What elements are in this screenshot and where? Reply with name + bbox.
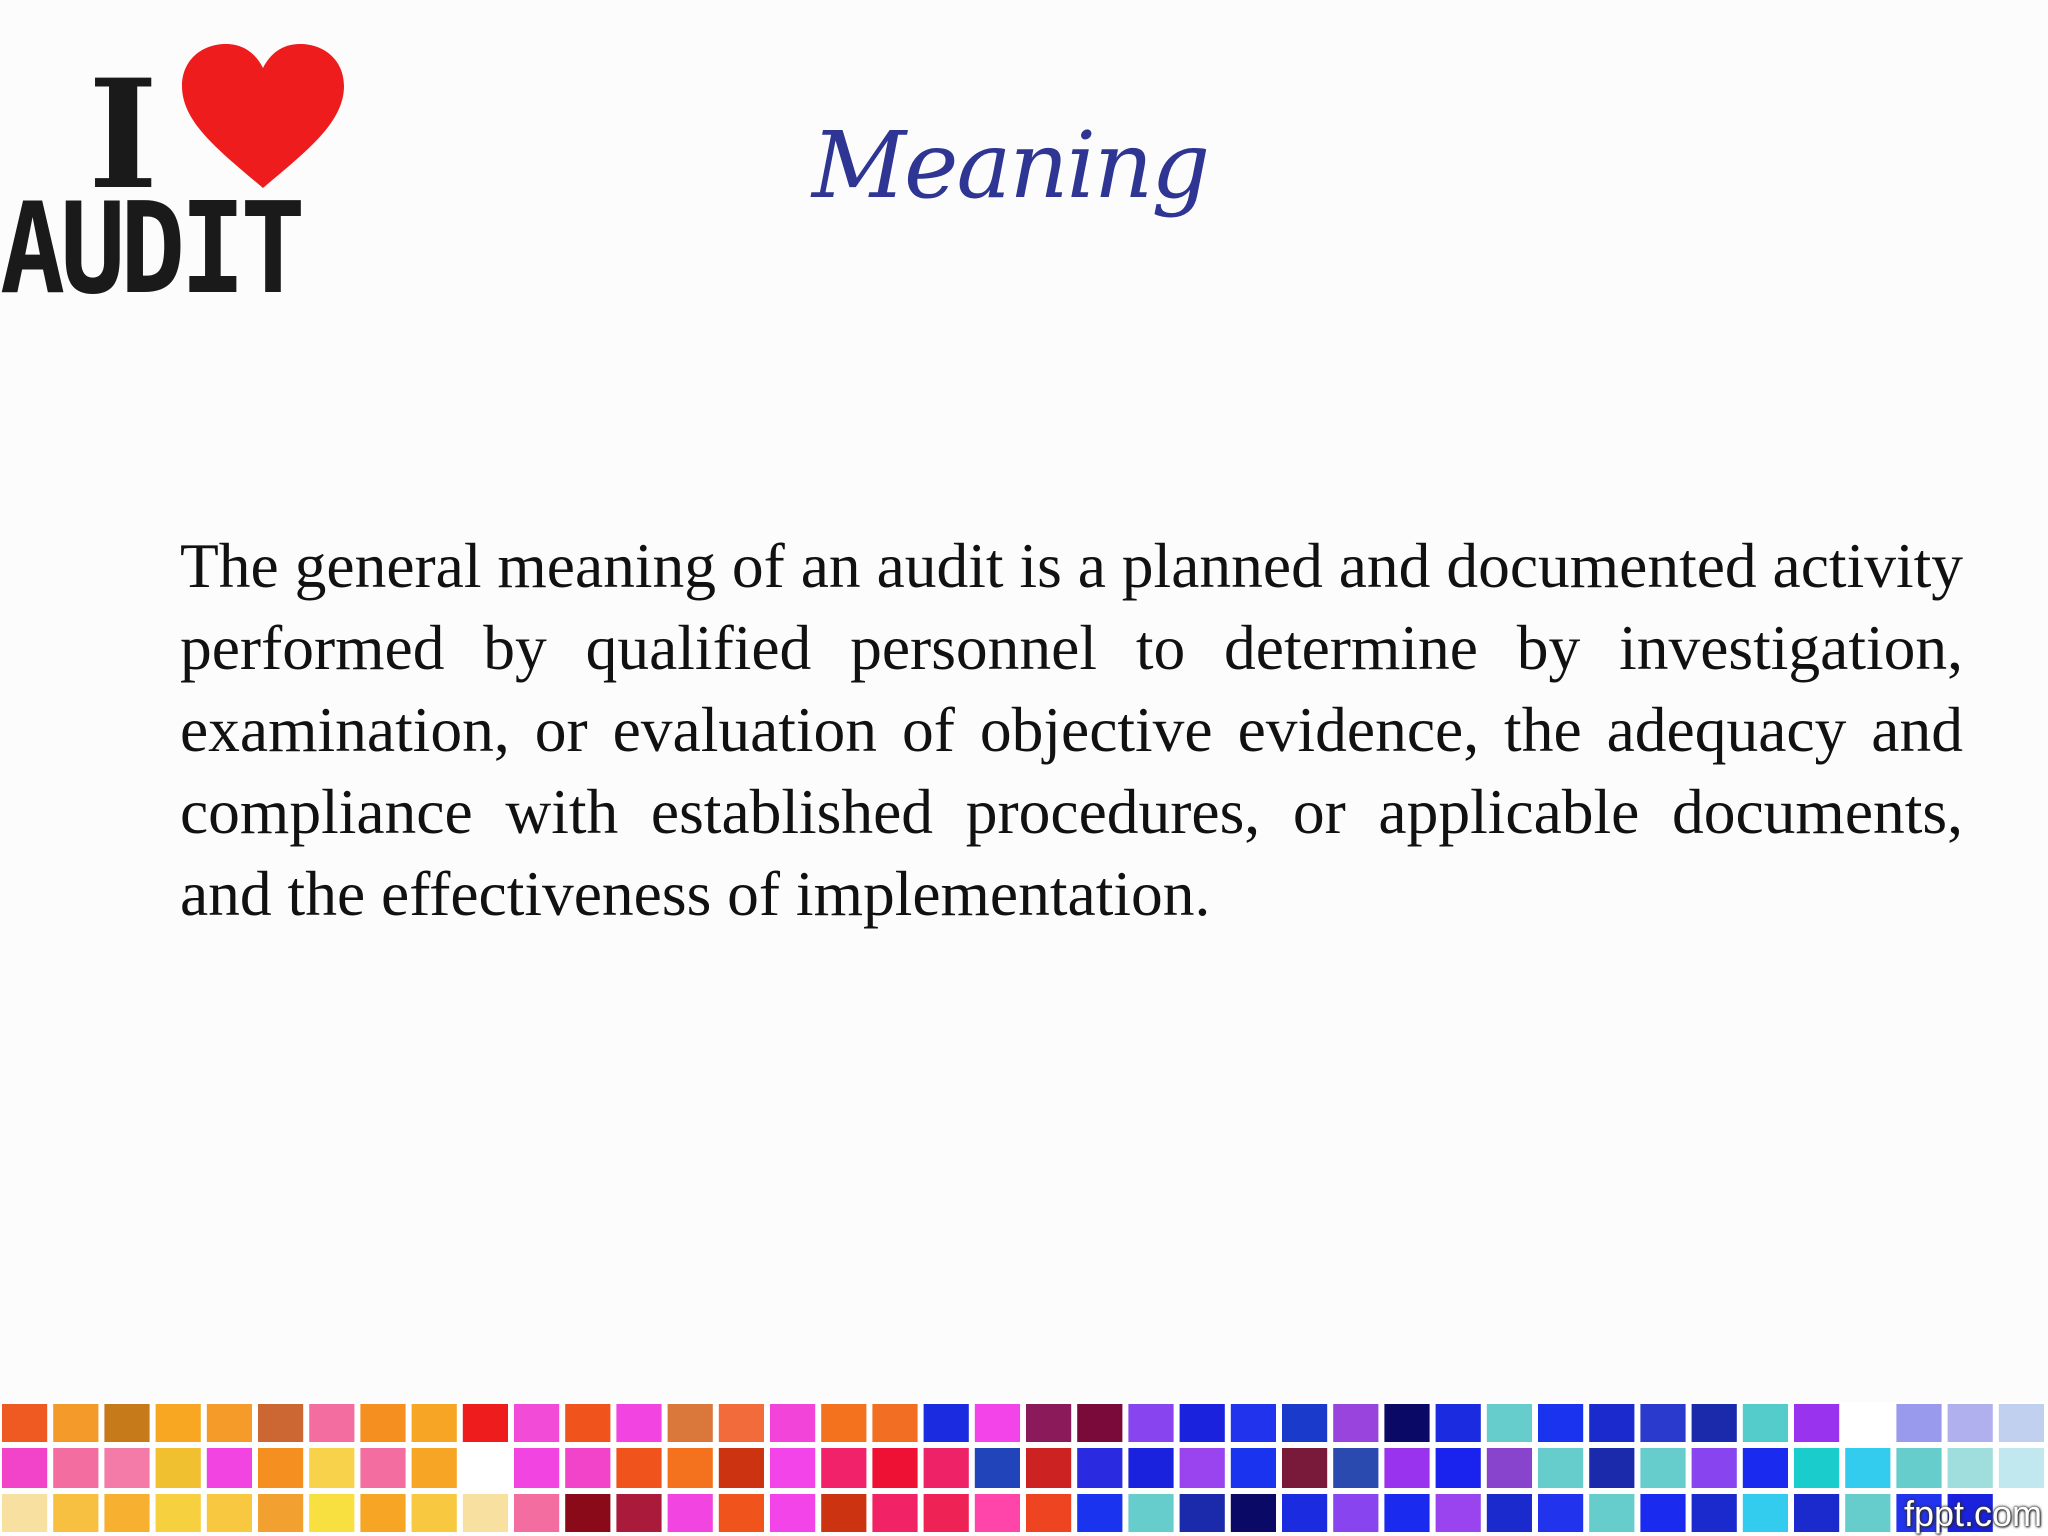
mosaic-tile <box>975 1448 1020 1488</box>
mosaic-tile <box>514 1404 559 1442</box>
mosaic-tile <box>1794 1448 1839 1488</box>
mosaic-tile <box>821 1494 866 1532</box>
mosaic-tile <box>770 1448 815 1488</box>
mosaic-tile <box>514 1494 559 1532</box>
mosaic-tile <box>463 1404 508 1442</box>
mosaic-tile <box>1384 1404 1429 1442</box>
mosaic-tile <box>1384 1494 1429 1532</box>
mosaic-tile <box>104 1448 149 1488</box>
mosaic-tile <box>1128 1494 1173 1532</box>
mosaic-tile <box>872 1404 917 1442</box>
mosaic-tile <box>1180 1404 1225 1442</box>
mosaic-tile <box>104 1404 149 1442</box>
mosaic-tile <box>156 1448 201 1488</box>
mosaic-tile <box>1845 1448 1890 1488</box>
mosaic-tile <box>1180 1448 1225 1488</box>
mosaic-tile <box>1999 1404 2044 1442</box>
mosaic-tile <box>412 1404 457 1442</box>
mosaic-tile <box>53 1404 98 1442</box>
mosaic-tile <box>1794 1404 1839 1442</box>
mosaic-tile <box>1282 1448 1327 1488</box>
mosaic-tile <box>1231 1494 1276 1532</box>
mosaic-tile <box>565 1404 610 1442</box>
mosaic-tile <box>1692 1404 1737 1442</box>
mosaic-tile <box>258 1494 303 1532</box>
mosaic-tile <box>1282 1494 1327 1532</box>
mosaic-tile <box>770 1494 815 1532</box>
mosaic-tile <box>1128 1448 1173 1488</box>
mosaic-tile <box>207 1448 252 1488</box>
mosaic-tile <box>1640 1448 1685 1488</box>
mosaic-tile <box>1333 1404 1378 1442</box>
logo-letter: I <box>88 47 159 223</box>
mosaic-tile <box>924 1448 969 1488</box>
mosaic-tile <box>975 1404 1020 1442</box>
mosaic-tile <box>514 1448 559 1488</box>
mosaic-tile <box>872 1448 917 1488</box>
mosaic-tile <box>1487 1404 1532 1442</box>
mosaic-tile <box>1896 1448 1941 1488</box>
mosaic-tile <box>1077 1448 1122 1488</box>
mosaic-tile <box>668 1404 713 1442</box>
mosaic-tile <box>156 1494 201 1532</box>
logo-word: AUDIT <box>0 175 301 322</box>
mosaic-tile <box>616 1494 661 1532</box>
mosaic-tile <box>719 1404 764 1442</box>
mosaic-tile <box>1743 1448 1788 1488</box>
mosaic-tile <box>1743 1404 1788 1442</box>
mosaic-tile <box>1999 1448 2044 1488</box>
mosaic-tile <box>616 1448 661 1488</box>
mosaic-tile <box>1896 1404 1941 1442</box>
mosaic-tile <box>924 1404 969 1442</box>
mosaic-tile <box>1948 1448 1993 1488</box>
mosaic-tile <box>719 1494 764 1532</box>
mosaic-tile <box>1077 1494 1122 1532</box>
mosaic-tile <box>360 1404 405 1442</box>
mosaic-tile <box>1487 1448 1532 1488</box>
mosaic-tile <box>1333 1494 1378 1532</box>
mosaic-tile <box>1436 1404 1481 1442</box>
mosaic-tile <box>309 1404 354 1442</box>
mosaic-tile <box>924 1494 969 1532</box>
mosaic-tile <box>1589 1494 1634 1532</box>
mosaic-tile <box>463 1494 508 1532</box>
mosaic-tile <box>1538 1494 1583 1532</box>
mosaic-tile <box>412 1448 457 1488</box>
mosaic-tile <box>616 1404 661 1442</box>
mosaic-tile <box>1640 1494 1685 1532</box>
mosaic-tile <box>1180 1494 1225 1532</box>
mosaic-tile <box>975 1494 1020 1532</box>
mosaic-tile <box>719 1448 764 1488</box>
mosaic-tile <box>360 1494 405 1532</box>
mosaic-tile <box>53 1494 98 1532</box>
mosaic-tile <box>2 1448 47 1488</box>
mosaic-tile <box>668 1494 713 1532</box>
mosaic-tile <box>1026 1448 1071 1488</box>
mosaic-tile <box>1026 1404 1071 1442</box>
mosaic-tile <box>2 1404 47 1442</box>
mosaic-tile <box>1692 1494 1737 1532</box>
mosaic-tile <box>309 1448 354 1488</box>
mosaic-tile <box>1538 1404 1583 1442</box>
mosaic-tile <box>872 1494 917 1532</box>
mosaic-tile <box>1845 1404 1890 1442</box>
mosaic-tile <box>104 1494 149 1532</box>
slide-title: Meaning <box>811 112 1209 219</box>
mosaic-tile <box>1794 1494 1839 1532</box>
mosaic-tile <box>156 1404 201 1442</box>
mosaic-tile <box>668 1448 713 1488</box>
mosaic-grid <box>0 1402 2048 1536</box>
mosaic-tile <box>1487 1494 1532 1532</box>
mosaic-tile <box>1436 1494 1481 1532</box>
mosaic-tile <box>770 1404 815 1442</box>
mosaic-tile <box>1026 1494 1071 1532</box>
color-mosaic-footer <box>0 1402 2048 1536</box>
heart-icon <box>178 42 348 192</box>
mosaic-tile <box>821 1404 866 1442</box>
mosaic-tile <box>1743 1494 1788 1532</box>
fppt-watermark: fppt.com <box>1903 1493 2042 1534</box>
mosaic-tile <box>1948 1404 1993 1442</box>
mosaic-tile <box>1640 1404 1685 1442</box>
slide-body-text: The general meaning of an audit is a planned and documented activity performed by qualified personnel to determine by investigation, examination, or evaluation of objective evidence, the adequacy and compliance with established procedures, or applicable documents, and the effectiveness of implementation. <box>180 530 1963 929</box>
mosaic-tile <box>565 1448 610 1488</box>
mosaic-tile <box>1333 1448 1378 1488</box>
mosaic-tile <box>1845 1494 1890 1532</box>
mosaic-tile <box>1538 1448 1583 1488</box>
mosaic-tile <box>1282 1404 1327 1442</box>
mosaic-tile <box>360 1448 405 1488</box>
mosaic-tile <box>207 1494 252 1532</box>
mosaic-tile <box>1077 1404 1122 1442</box>
mosaic-tile <box>1589 1448 1634 1488</box>
mosaic-tile <box>821 1448 866 1488</box>
mosaic-tile <box>1589 1404 1634 1442</box>
mosaic-tile <box>1436 1448 1481 1488</box>
mosaic-tile <box>1231 1404 1276 1442</box>
mosaic-tile <box>309 1494 354 1532</box>
mosaic-tile <box>463 1448 508 1488</box>
mosaic-tile <box>258 1448 303 1488</box>
mosaic-tile <box>565 1494 610 1532</box>
mosaic-tile <box>1692 1448 1737 1488</box>
mosaic-tile <box>2 1494 47 1532</box>
mosaic-tile <box>1231 1448 1276 1488</box>
mosaic-tile <box>412 1494 457 1532</box>
mosaic-tile <box>53 1448 98 1488</box>
mosaic-tile <box>1128 1404 1173 1442</box>
mosaic-tile <box>258 1404 303 1442</box>
i-love-audit-logo <box>0 40 440 322</box>
mosaic-tile <box>1384 1448 1429 1488</box>
mosaic-tile <box>207 1404 252 1442</box>
